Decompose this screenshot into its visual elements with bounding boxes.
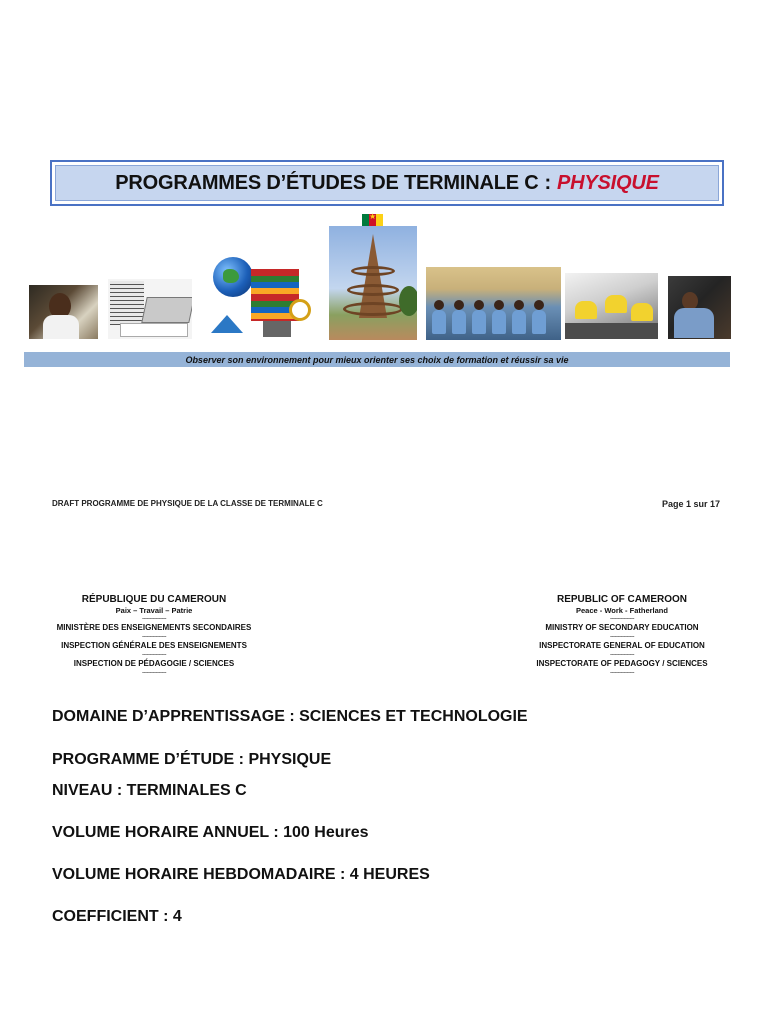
motto-band [24, 352, 730, 367]
divider: ---------------- [610, 616, 634, 622]
classroom-students-photo [426, 267, 561, 340]
inspection-pedagogie-fr: INSPECTION DE PÉDAGOGIE / SCIENCES [73, 659, 235, 668]
divider: ---------------- [142, 616, 166, 622]
inspectorate-general-en: INSPECTORATE GENERAL OF EDUCATION [539, 641, 705, 650]
divider: ---------------- [142, 652, 166, 658]
student-blackboard-photo [668, 276, 731, 339]
title-subject: PHYSIQUE [556, 171, 659, 194]
cameroon-flag-icon [362, 214, 383, 226]
field-programme: PROGRAMME D’ÉTUDE : PHYSIQUE [52, 751, 332, 768]
page-number: Page 1 sur 17 [662, 499, 721, 509]
motto-text: Observer son environnement pour mieux orienter ses choix de formation et réussir sa vie [185, 354, 569, 365]
country-name-fr: RÉPUBLIQUE DU CAMEROUN [81, 594, 227, 605]
ministry-en: MINISTRY OF SECONDARY EDUCATION [545, 623, 699, 632]
divider: ---------------- [610, 652, 634, 658]
inspection-generale-fr: INSPECTION GÉNÉRALE DES ENSEIGNEMENTS [61, 641, 247, 650]
national-motto-en: Peace - Work - Fatherland [576, 606, 668, 615]
students-desks-photo [565, 273, 658, 339]
student-lab-photo [29, 285, 98, 339]
document-header-title: DRAFT PROGRAMME DE PHYSIQUE DE LA CLASSE DE TERMINALE C [52, 499, 323, 508]
title-main: PROGRAMMES D’ÉTUDES DE TERMINALE C [115, 171, 539, 194]
inspectorate-pedagogy-en: INSPECTORATE OF PEDAGOGY / SCIENCES [536, 659, 708, 668]
books-laptop-photo [108, 279, 192, 339]
divider: ---------------- [142, 634, 166, 640]
field-coefficient: COEFFICIENT : 4 [52, 908, 182, 925]
title-box [50, 160, 724, 206]
divider: ---------------- [142, 670, 166, 676]
official-header-en [512, 594, 732, 677]
reunification-monument-photo [329, 226, 417, 340]
ministry-fr: MINISTÈRE DES ENSEIGNEMENTS SECONDAIRES [56, 623, 252, 632]
field-volume-hebdo: VOLUME HORAIRE HEBDOMADAIRE : 4 HEURES [52, 866, 430, 883]
title-inner [55, 165, 719, 201]
divider: ---------------- [610, 634, 634, 640]
field-domaine: DOMAINE D’APPRENTISSAGE : SCIENCES ET TECHNOLOGIE [52, 708, 528, 725]
country-name-en: REPUBLIC OF CAMEROON [557, 594, 687, 605]
field-volume-annuel: VOLUME HORAIRE ANNUEL : 100 Heures [52, 824, 369, 841]
official-header-fr [44, 594, 264, 677]
title-separator: : [544, 171, 551, 194]
globe-books-photo [207, 255, 315, 339]
divider: ---------------- [610, 670, 634, 676]
field-niveau: NIVEAU : TERMINALES C [52, 782, 247, 799]
national-motto-fr: Paix – Travail – Patrie [115, 606, 193, 615]
